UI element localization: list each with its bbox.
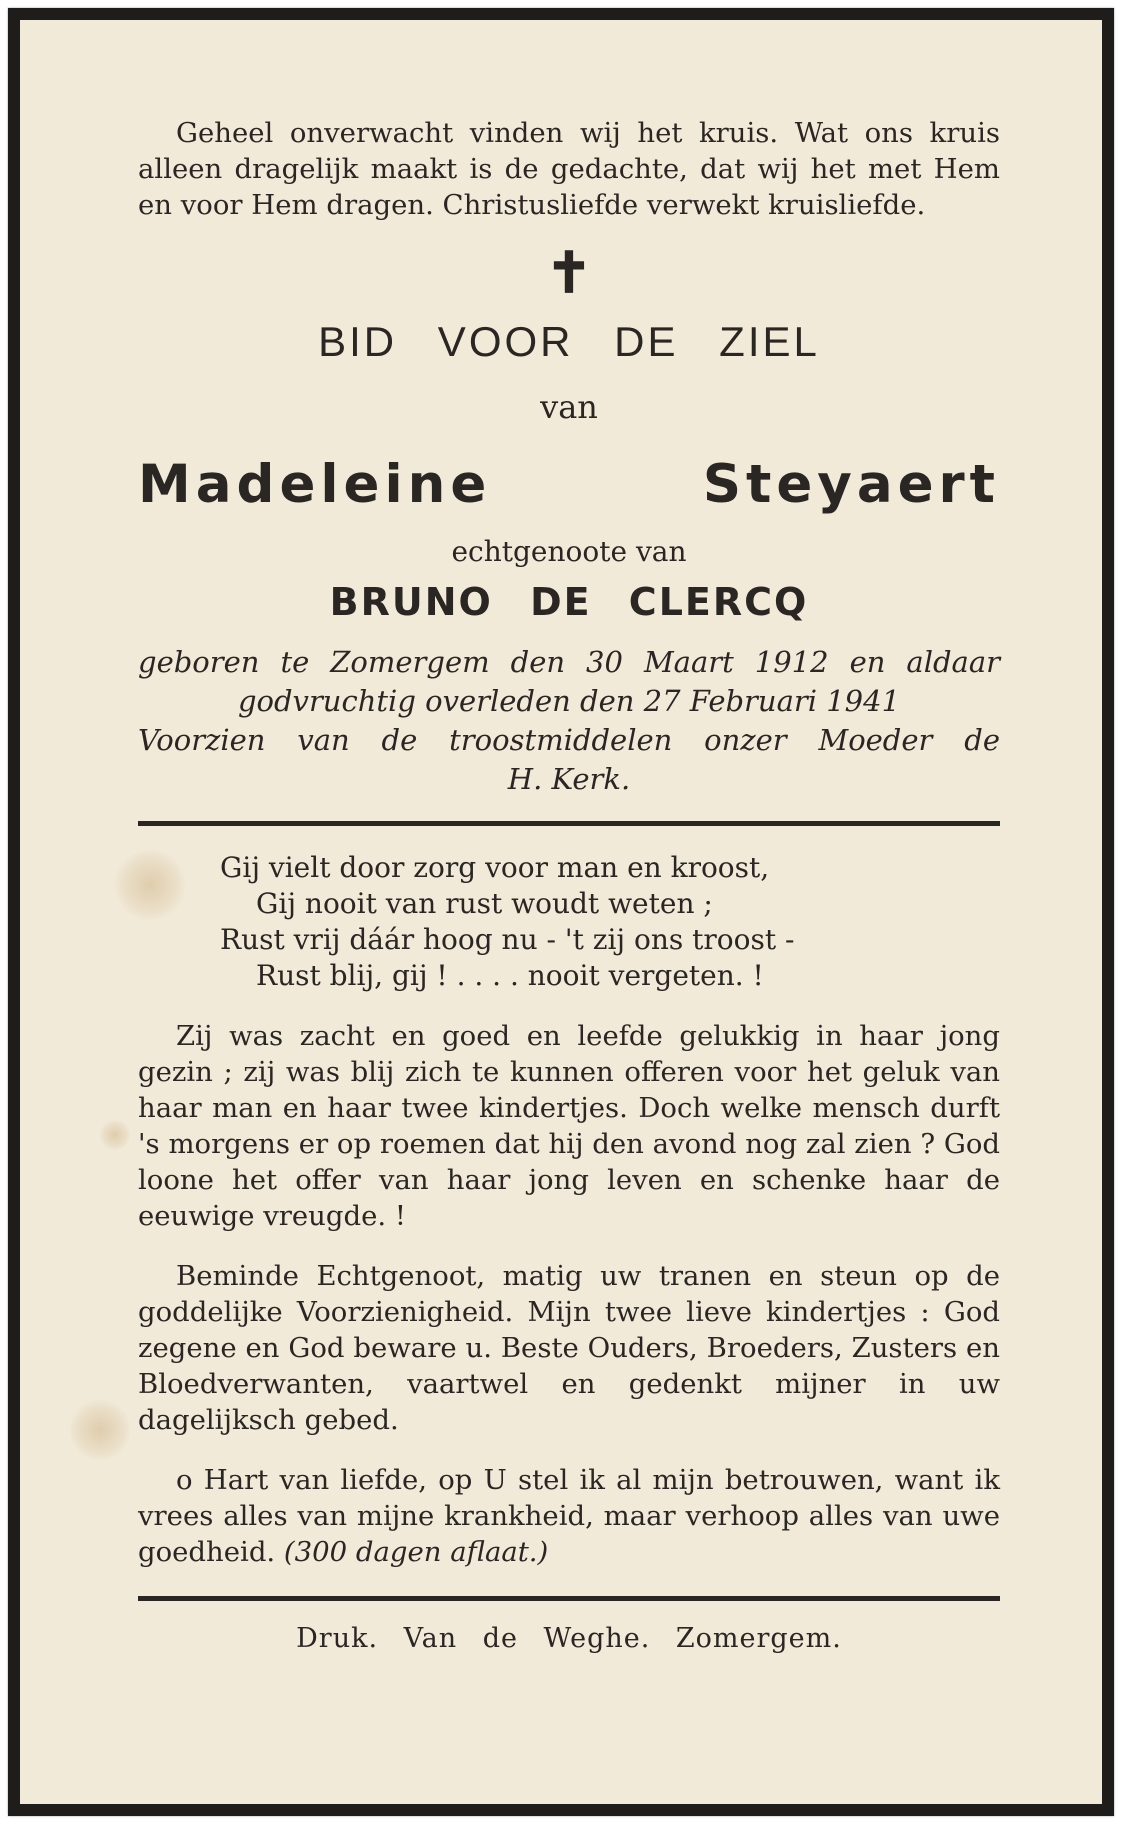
farewell-paragraph: Beminde Echtgenoot, matig uw tranen en steun op de goddelijke Voorzienigheid. Mijn twee lieve kindertjes : God zegene en God beware u. Beste Ouders, Broeders, Zusters en Bloedverwanten, vaartwel en gedenkt mijner in uw dagelijksch gebed. <box>138 1260 1000 1436</box>
deceased-first-name: Madeleine <box>138 454 492 515</box>
deceased-last-name: Steyaert <box>702 454 1000 515</box>
poem-line: Gij nooit van rust woudt weten ; <box>256 887 713 920</box>
cross-icon: ✝ <box>545 240 593 306</box>
stain-mark <box>100 1120 130 1150</box>
tribute-paragraph: Zij was zacht en goed en leefde gelukkig in haar jong gezin ; zij was blij zich te kunnen offeren voor het geluk van haar man en haar twee kindertjes. Doch welke mensch durft 's morgens er op roemen dat hij den avond nog zal zien ? God loone het offer van haar jong leven en schenke haar de eeuwige vreugde. ! <box>138 1020 1000 1232</box>
birth-death-info <box>138 643 1000 799</box>
indulgence-note: (300 dagen aflaat.) <box>283 1536 549 1568</box>
card-content <box>138 115 1000 1657</box>
prayer-paragraph <box>138 1462 1000 1570</box>
poem-line: Rust vrij dáár hoog nu - 't zij ons troost - <box>220 923 795 956</box>
prayer-text: o Hart van liefde, op U stel ik al mijn betrouwen, want ik vrees alles van mijne krankheid, maar verhoop alles van uwe goedheid. <box>138 1464 1000 1568</box>
birth-line: geboren te Zomergem den 30 Maart 1912 en aldaar <box>138 645 1000 679</box>
poem-line: Gij vielt door zorg voor man en kroost, <box>220 851 770 884</box>
printer-credit: Druk. Van de Weghe. Zomergem. <box>296 1623 842 1654</box>
intro-text: Geheel onverwacht vinden wij het kruis. Wat ons kruis alleen dragelijk maakt is de gedachte, dat wij het met Hem en voor Hem dragen. Christusliefde verwekt kruisliefde. <box>138 117 1000 221</box>
stain-mark <box>70 1400 130 1460</box>
poem <box>138 850 1000 994</box>
van-label: van <box>540 388 598 426</box>
memorial-card <box>8 8 1114 1816</box>
heading: BID VOOR DE ZIEL <box>318 318 820 365</box>
divider-bottom <box>138 1596 1000 1601</box>
spouse-of-label: echtgenoote van <box>451 535 687 568</box>
death-line: godvruchtig overleden den 27 Februari 1941 <box>237 684 901 718</box>
sacraments-line-end: H. Kerk. <box>507 762 631 796</box>
deceased-name <box>138 453 1000 517</box>
divider-top <box>138 821 1000 826</box>
spouse-name: BRUNO DE CLERCQ <box>329 580 809 624</box>
poem-line: Rust blij, gij ! . . . . nooit vergeten. ! <box>256 959 764 992</box>
sacraments-line: Voorzien van de troostmiddelen onzer Moeder de <box>138 723 1000 757</box>
